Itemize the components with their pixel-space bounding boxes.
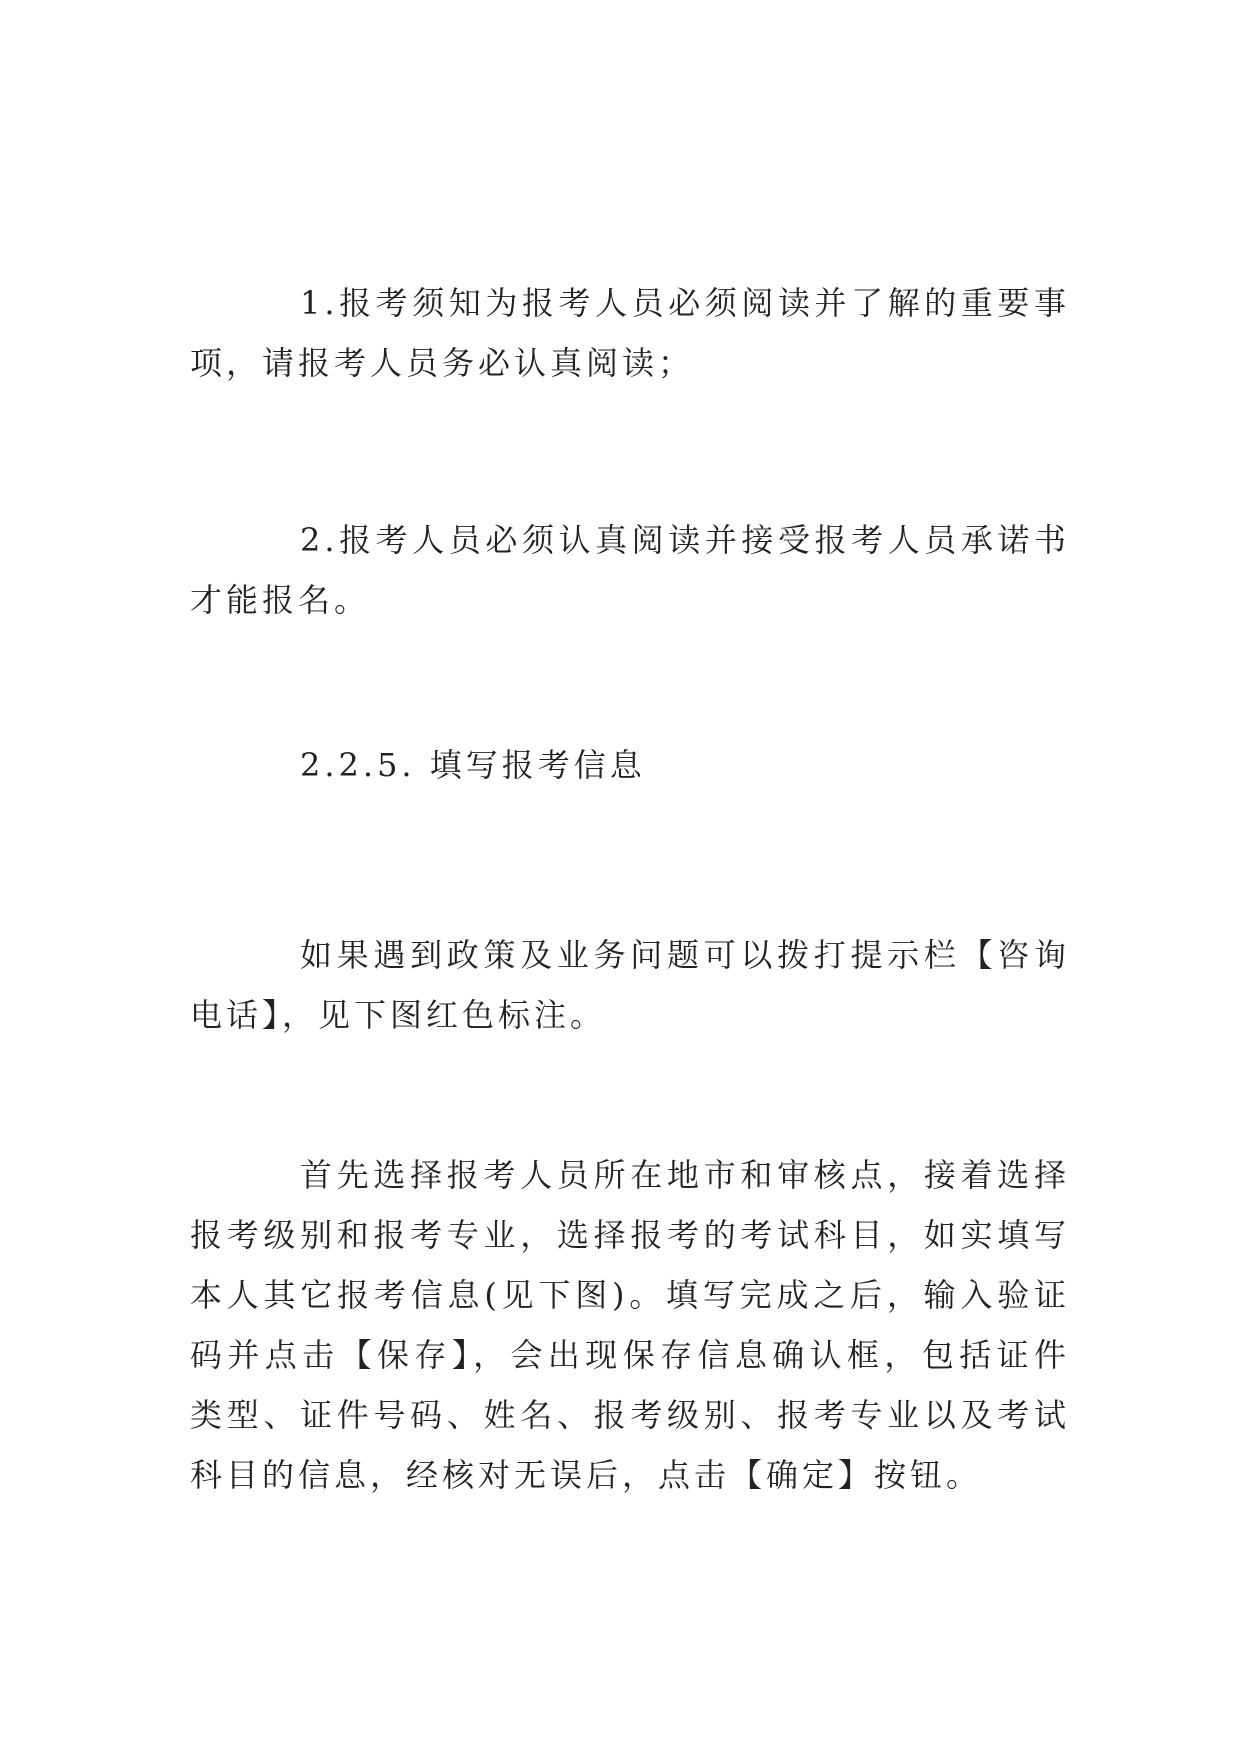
notice-item-2: 2.报考人员必须认真阅读并接受报考人员承诺书才能报名。: [190, 521, 1070, 619]
section-heading: 2.2.5. 填写报考信息: [300, 746, 646, 784]
notice-item-1: 1.报考须知为报考人员必须阅读并了解的重要事项，请报考人员务必认真阅读；: [190, 284, 1070, 382]
instructions-paragraph: 首先选择报考人员所在地市和审核点，接着选择报考级别和报考专业，选择报考的考试科目，如实填写本人其它报考信息(见下图)。填写完成之后，输入验证码并点击【保存】，会出现保存信息确认框，包括证件类型、证件号码、姓名、报考级别、报考专业以及考试科目的信息，经核对无误后，点击【确定】按钮。: [190, 1156, 1070, 1494]
consult-paragraph: 如果遇到政策及业务问题可以拨打提示栏【咨询电话】，见下图红色标注。: [190, 936, 1070, 1034]
